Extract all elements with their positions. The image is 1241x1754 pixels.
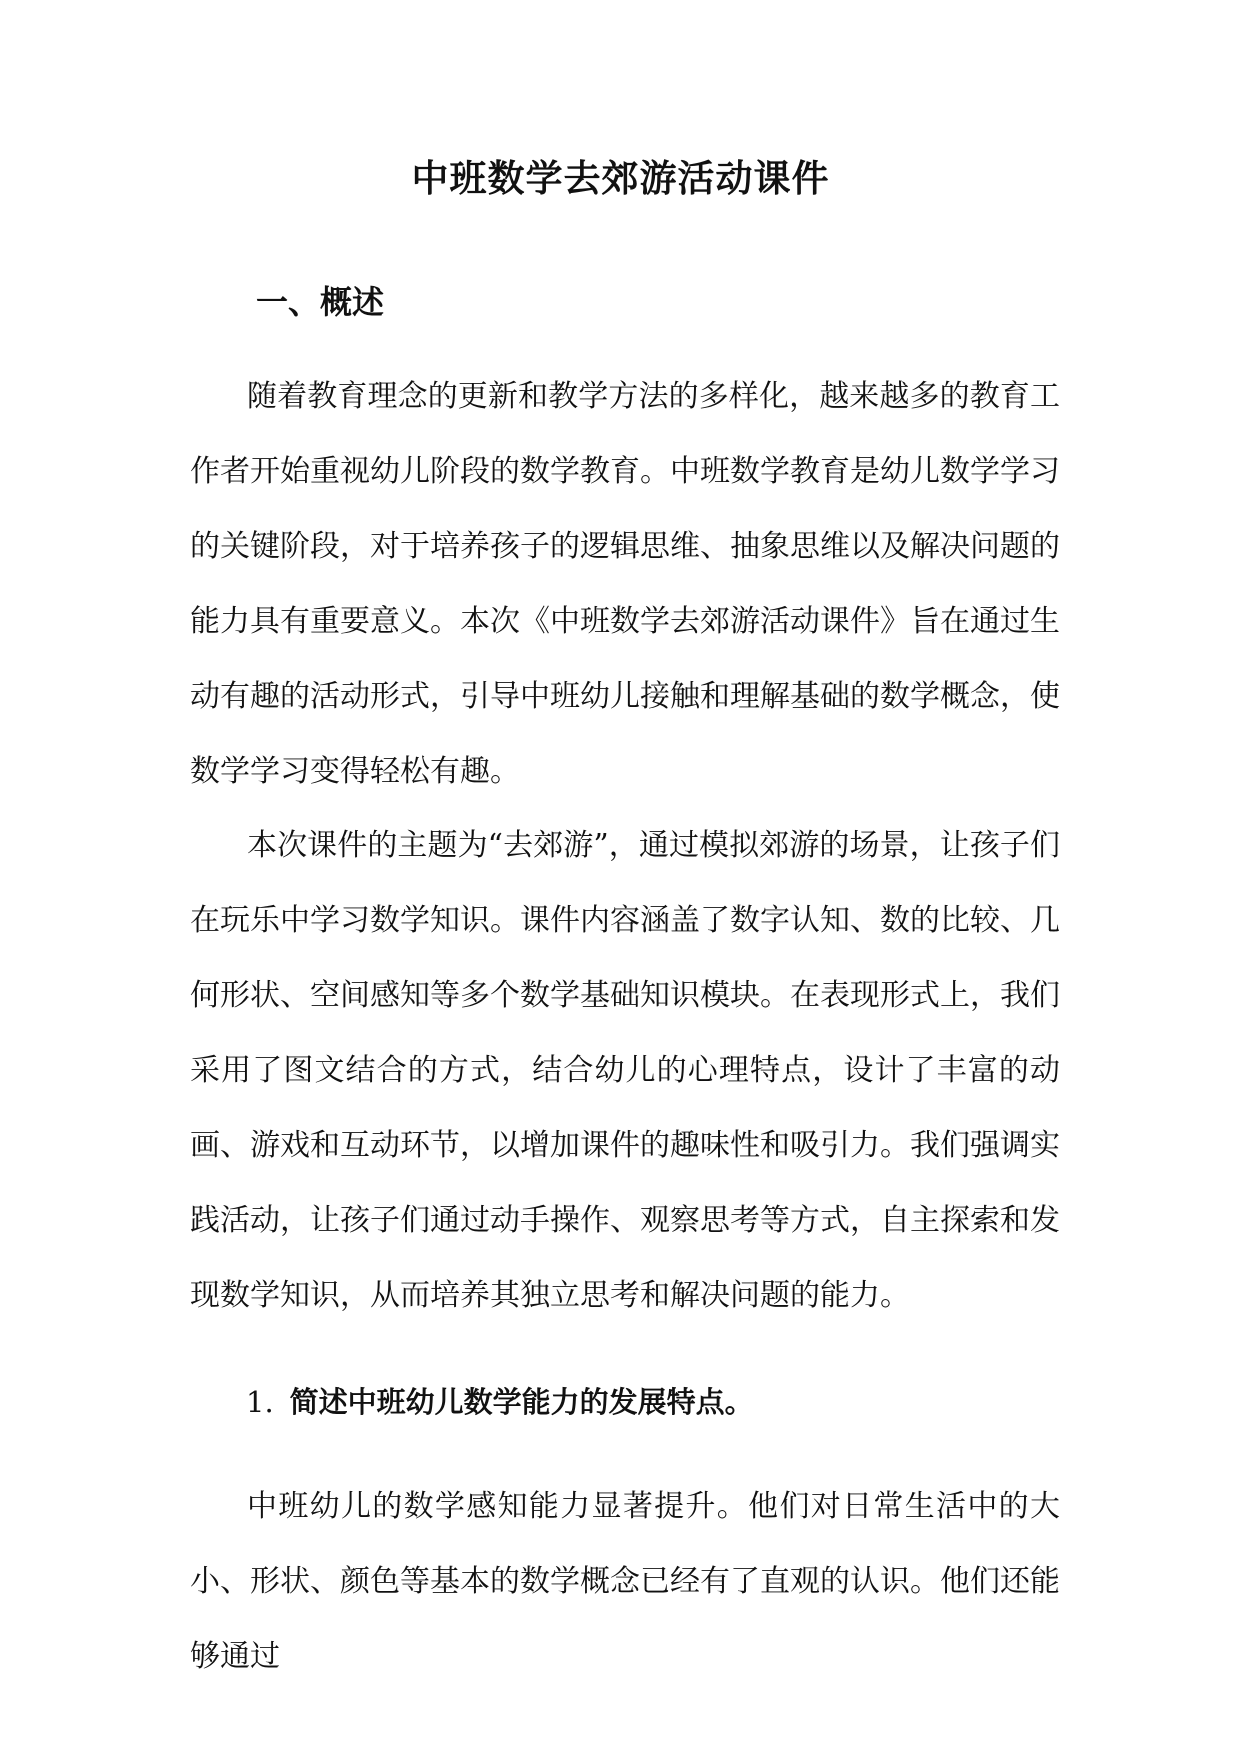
subheading-number: 1. <box>246 1385 274 1419</box>
paragraph-development-traits: 中班幼儿的数学感知能力显著提升。他们对日常生活中的大小、形状、颜色等基本的数学概念已经有了直观的认识。他们还能够通过 <box>190 1489 1060 1674</box>
subheading-text: 简述中班幼儿数学能力的发展特点。 <box>289 1385 754 1419</box>
section-heading-overview: 一、概述 <box>256 283 385 321</box>
page-title: 中班数学去郊游活动课件 <box>411 156 830 200</box>
paragraph-overview-2: 本次课件的主题为“去郊游”，通过模拟郊游的场景，让孩子们在玩乐中学习数学知识。课件内容涵盖了数字认知、数的比较、几何形状、空间感知等多个数学基础知识模块。在表现形式上，我们采用了图文结合的方式，结合幼儿的心理特点，设计了丰富的动画、游戏和互动环节，以增加课件的趣味性和吸引力。我们强调实践活动，让孩子们通过动手操作、观察思考等方式，自主探索和发现数学知识，从而培养其独立思考和解决问题的能力。 <box>190 828 1060 1313</box>
paragraph-overview-1: 随着教育理念的更新和教学方法的多样化，越来越多的教育工作者开始重视幼儿阶段的数学教育。中班数学教育是幼儿数学学习的关键阶段，对于培养孩子的逻辑思维、抽象思维以及解决问题的能力具有重要意义。本次《中班数学去郊游活动课件》旨在通过生动有趣的活动形式，引导中班幼儿接触和理解基础的数学概念，使数学学习变得轻松有趣。 <box>190 379 1060 789</box>
subheading-development-traits <box>246 1380 754 1424</box>
